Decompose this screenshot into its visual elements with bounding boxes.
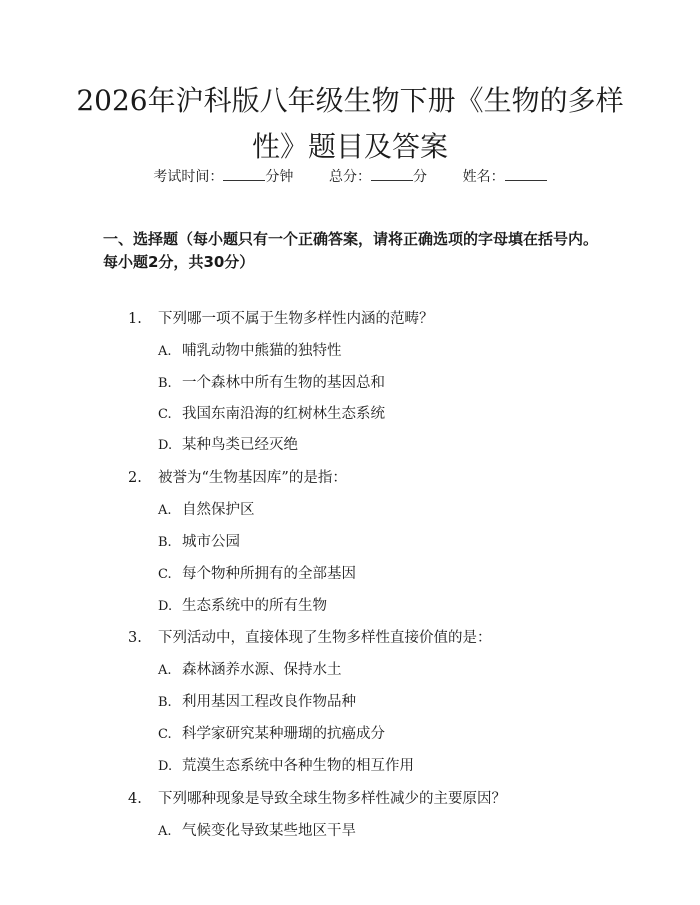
exam-time-blank: [223, 167, 265, 181]
option-letter: B.: [158, 376, 172, 391]
option-text: 某种鸟类已经灭绝: [182, 437, 298, 453]
option-letter: C.: [158, 727, 172, 742]
option-letter: D.: [158, 759, 173, 774]
option-letter: A.: [158, 344, 172, 359]
question-1-option-d: [158, 433, 298, 454]
exam-time-label: 考试时间：: [153, 169, 224, 185]
option-text: 我国东南沿海的红树林生态系统: [182, 406, 385, 422]
option-letter: C.: [158, 567, 172, 582]
question-number: 3.: [128, 630, 142, 646]
question-2: [128, 466, 347, 487]
option-text: 生态系统中的所有生物: [182, 598, 327, 614]
option-text: 哺乳动物中熊猫的独特性: [182, 343, 342, 359]
question-number: 1.: [128, 311, 142, 327]
question-text: 下列哪种现象是导致全球生物多样性减少的主要原因？: [158, 791, 506, 807]
question-1-option-a: [158, 339, 342, 360]
question-2-option-c: [158, 562, 356, 583]
question-1-option-b: [158, 371, 385, 392]
option-letter: D.: [158, 599, 173, 614]
option-text: 科学家研究某种珊瑚的抗癌成分: [182, 726, 385, 742]
option-text: 森林涵养水源、保持水土: [182, 662, 342, 678]
option-letter: A.: [158, 503, 172, 518]
question-text: 下列哪一项不属于生物多样性内涵的范畴？: [158, 311, 434, 327]
question-4-option-a: [158, 819, 356, 840]
exam-info-line: [0, 166, 700, 186]
question-2-option-a: [158, 498, 255, 519]
question-number: 4.: [128, 791, 142, 807]
question-3-option-a: [158, 658, 342, 679]
question-4: [128, 787, 506, 808]
option-text: 每个物种所拥有的全部基因: [182, 566, 356, 582]
option-letter: B.: [158, 695, 172, 710]
option-letter: C.: [158, 407, 172, 422]
student-name-label: 姓名：: [462, 169, 505, 185]
question-1-option-c: [158, 402, 385, 423]
question-number: 2.: [128, 470, 142, 486]
question-3-option-c: [158, 722, 385, 743]
total-score-blank: [371, 167, 413, 181]
total-score-label: 总分：: [329, 169, 371, 185]
question-3-option-b: [158, 690, 356, 711]
exam-time-unit: 分钟: [265, 169, 294, 185]
question-1: [128, 307, 434, 328]
option-text: 利用基因工程改良作物品种: [182, 694, 356, 710]
option-text: 荒漠生态系统中各种生物的相互作用: [182, 758, 414, 774]
option-text: 气候变化导致某些地区干旱: [182, 823, 356, 839]
option-text: 自然保护区: [182, 502, 255, 518]
option-letter: D.: [158, 438, 173, 453]
question-2-option-b: [158, 530, 240, 551]
option-letter: B.: [158, 535, 172, 550]
student-name-blank: [505, 167, 547, 181]
question-3: [128, 626, 492, 647]
question-text: 下列活动中，直接体现了生物多样性直接价值的是：: [158, 630, 492, 646]
option-text: 城市公园: [182, 534, 240, 550]
document-title: 2026年沪科版八年级生物下册《生物的多样性》题目及答案: [76, 84, 624, 163]
option-text: 一个森林中所有生物的基因总和: [182, 375, 385, 391]
option-letter: A.: [158, 824, 172, 839]
question-3-option-d: [158, 754, 414, 775]
question-text: 被誉为“生物基因库”的是指：: [158, 470, 347, 486]
question-2-option-d: [158, 594, 327, 615]
total-score-unit: 分: [413, 169, 427, 185]
section-heading: 一、选择题（每小题只有一个正确答案，请将正确选项的字母填在括号内。每小题2分，共30分）: [103, 230, 599, 271]
option-letter: A.: [158, 663, 172, 678]
